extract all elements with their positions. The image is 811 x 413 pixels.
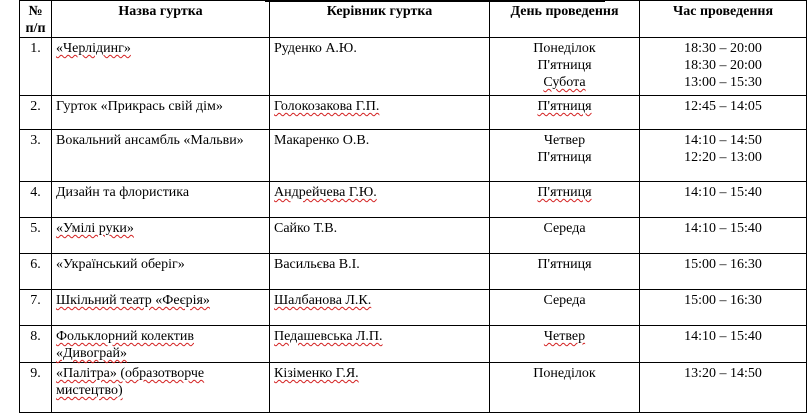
club-times [640,38,807,96]
row-number: 8. [20,326,52,363]
club-leader: Шалбанова Л.К. [270,290,490,326]
row-number: 7. [20,290,52,326]
time: 15:00 – 16:30 [684,257,762,272]
club-days [490,182,640,218]
club-leader: Кізіменко Г.Я. [270,363,490,413]
header-name: Назва гуртка [52,1,270,38]
header-number-line2: п/п [25,21,46,36]
day: Середа [543,293,586,308]
row-number: 6. [20,254,52,290]
time: 13:20 – 14:50 [684,366,762,381]
table-row [20,96,807,130]
table-row [20,254,807,290]
table-row [20,218,807,254]
table-row [20,363,807,413]
club-days [490,254,640,290]
table-row [20,290,807,326]
time: 13:00 – 15:30 [684,75,762,90]
day: П'ятниця [537,99,592,114]
clubs-schedule-table [19,0,807,413]
header-number [20,1,52,38]
row-number: 2. [20,96,52,130]
club-days [490,290,640,326]
header-day: День проведення [490,1,640,38]
club-times [640,326,807,363]
club-name: Фольклорний колектив «Дивограй» [52,326,270,363]
club-times [640,96,807,130]
club-days [490,38,640,96]
header-row [20,1,807,38]
club-name: «Палітра» (образотворче мистецтво) [52,363,270,413]
club-days [490,96,640,130]
table-row [20,326,807,363]
club-name: «Умілі руки» [52,218,270,254]
day: П'ятниця [537,58,592,73]
club-days [490,326,640,363]
club-times [640,363,807,413]
day: П'ятниця [537,257,592,272]
club-leader: Голокозакова Г.П. [270,96,490,130]
club-days [490,130,640,182]
day: Четвер [543,329,586,344]
header-leader: Керівник гуртка [270,1,490,38]
club-name: «Український оберіг» [52,254,270,290]
club-times [640,290,807,326]
time: 14:10 – 15:40 [684,221,762,236]
row-number: 4. [20,182,52,218]
club-times [640,254,807,290]
time: 14:10 – 15:40 [684,329,762,344]
header-number-line1: № [28,4,43,19]
club-name: Шкільний театр «Феєрія» [52,290,270,326]
club-name: Дизайн та флористика [52,182,270,218]
table-row [20,38,807,96]
day: П'ятниця [537,185,592,200]
day: Понеділок [533,366,596,381]
time: 18:30 – 20:00 [684,58,762,73]
day: П'ятниця [537,150,592,165]
club-leader: Педашевська Л.П. [270,326,490,363]
time: 12:20 – 13:00 [684,150,762,165]
row-number: 1. [20,38,52,96]
time: 14:10 – 14:50 [684,133,762,148]
club-name: Гурток «Прикрась свій дім» [52,96,270,130]
club-times [640,130,807,182]
row-number: 5. [20,218,52,254]
day: Середа [543,221,586,236]
club-leader: Васильєва В.І. [270,254,490,290]
club-leader: Сайко Т.В. [270,218,490,254]
row-number: 3. [20,130,52,182]
club-times [640,182,807,218]
day: Четвер [543,133,586,148]
day: Субота [543,75,586,90]
time: 18:30 – 20:00 [684,41,762,56]
table-row [20,130,807,182]
club-days [490,363,640,413]
day: Понеділок [533,41,596,56]
table-row [20,182,807,218]
club-name: «Черлідинг» [52,38,270,96]
time: 14:10 – 15:40 [684,185,762,200]
club-leader: Макаренко О.В. [270,130,490,182]
header-time: Час проведення [640,1,807,38]
time: 15:00 – 16:30 [684,293,762,308]
row-number: 9. [20,363,52,413]
club-name: Вокальний ансамбль «Мальви» [52,130,270,182]
club-leader: Андрейчева Г.Ю. [270,182,490,218]
club-days [490,218,640,254]
time: 12:45 – 14:05 [684,99,762,114]
club-leader: Руденко А.Ю. [270,38,490,96]
club-times [640,218,807,254]
